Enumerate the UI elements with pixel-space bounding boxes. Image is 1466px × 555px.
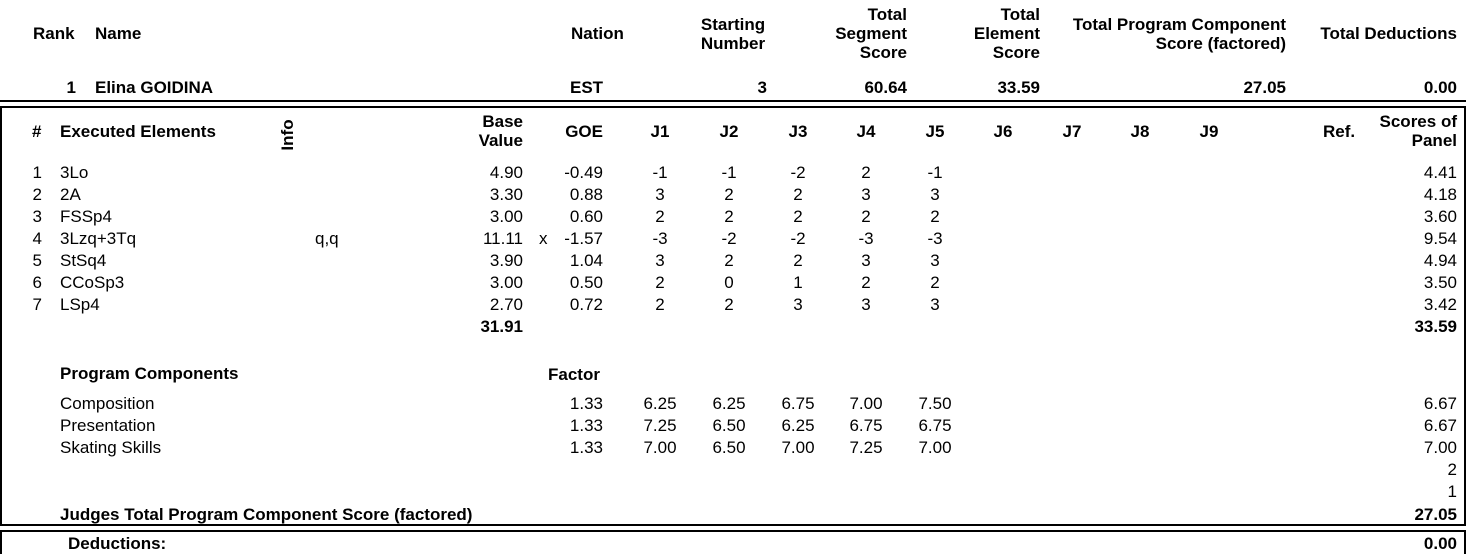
component-judge-1-score: 7.00 <box>643 438 677 457</box>
component-judge-3-score: 6.25 <box>781 416 815 435</box>
total-deductions-header: Total Deductions <box>1320 24 1457 43</box>
judge-4-header: J4 <box>856 122 876 141</box>
scores-of-panel-header: Scores of Panel <box>1379 112 1457 150</box>
element-panel-score: 4.94 <box>1423 251 1457 270</box>
element-judge-1-score: 2 <box>655 207 665 226</box>
element-goe: -1.57 <box>564 229 603 248</box>
element-judge-1-score: 2 <box>655 273 665 292</box>
component-judge-5-score: 7.00 <box>918 438 952 457</box>
element-goe: 1.04 <box>569 251 603 270</box>
starting-number-value: 3 <box>757 78 767 97</box>
element-judge-2-score: -2 <box>721 229 737 248</box>
total-segment-score-header: Total Segment Score <box>835 5 907 62</box>
element-panel-score: 3.60 <box>1423 207 1457 226</box>
element-number: 6 <box>32 273 42 292</box>
component-judge-3-score: 6.75 <box>781 394 815 413</box>
element-judge-3-score: 3 <box>793 295 803 314</box>
total-element-score-header: Total Element Score <box>973 5 1040 62</box>
component-judge-4-score: 7.00 <box>849 394 883 413</box>
rank-value: 1 <box>66 78 76 97</box>
elements-top-rule <box>0 106 1466 108</box>
component-judge-2-score: 6.50 <box>712 416 746 435</box>
element-info: q,q <box>315 229 339 248</box>
element-judge-3-score: 2 <box>793 251 803 270</box>
element-judge-5-score: 3 <box>930 295 940 314</box>
element-goe: 0.60 <box>569 207 603 226</box>
component-name: Presentation <box>60 416 156 435</box>
element-judge-3-score: 1 <box>793 273 803 292</box>
element-goe: -0.49 <box>564 163 603 182</box>
element-name: LSp4 <box>60 295 100 314</box>
skater-name: Elina GOIDINA <box>95 78 214 97</box>
element-number: 1 <box>32 163 42 182</box>
element-judge-3-score: -2 <box>790 163 806 182</box>
element-number: 5 <box>32 251 42 270</box>
element-panel-score: 3.42 <box>1423 295 1457 314</box>
summary-bottom-rule <box>0 100 1466 102</box>
element-bonus-marker: x <box>539 229 548 248</box>
element-judge-4-score: 3 <box>861 185 871 204</box>
name-header: Name <box>95 24 142 43</box>
element-base-value: 4.90 <box>489 163 523 182</box>
element-number: 4 <box>32 229 42 248</box>
ref-header: Ref. <box>1323 122 1356 141</box>
element-base-value: 2.70 <box>489 295 523 314</box>
component-judge-1-score: 7.25 <box>643 416 677 435</box>
program-components-title: Program Components <box>60 364 239 383</box>
total-pcs-header: Total Program Component Score (factored) <box>1072 15 1286 53</box>
element-name: CCoSp3 <box>60 273 125 292</box>
element-base-value: 3.00 <box>489 273 523 292</box>
total-segment-score-value: 60.64 <box>864 78 907 97</box>
deductions-left-rule <box>0 530 2 554</box>
component-factor: 1.33 <box>569 438 603 457</box>
component-name: Skating Skills <box>60 438 162 457</box>
total-deductions-value: 0.00 <box>1423 78 1457 97</box>
element-panel-score: 3.50 <box>1423 273 1457 292</box>
element-judge-4-score: 2 <box>861 273 871 292</box>
element-panel-score: 4.18 <box>1423 185 1457 204</box>
base-value-header: Base Value <box>478 112 523 150</box>
element-name: StSq4 <box>60 251 107 270</box>
component-factor: 1.33 <box>569 394 603 413</box>
total-element-score-value: 33.59 <box>997 78 1040 97</box>
component-name: Composition <box>60 394 155 413</box>
element-panel-score: 9.54 <box>1423 229 1457 248</box>
element-judge-3-score: -2 <box>790 229 806 248</box>
element-number: 3 <box>32 207 42 226</box>
judge-1-header: J1 <box>650 122 670 141</box>
element-name: FSSp4 <box>60 207 112 226</box>
element-number-header: # <box>32 122 42 141</box>
element-base-value: 3.90 <box>489 251 523 270</box>
judge-9-header: J9 <box>1199 122 1219 141</box>
elements-left-rule <box>0 106 2 526</box>
component-factor: 1.33 <box>569 416 603 435</box>
element-number: 7 <box>32 295 42 314</box>
deductions-top-rule <box>0 530 1466 532</box>
element-judge-3-score: 2 <box>793 185 803 204</box>
element-judge-1-score: 3 <box>655 251 665 270</box>
executed-elements-header: Executed Elements <box>60 122 216 141</box>
judge-6-header: J6 <box>993 122 1013 141</box>
judges-total-pcs-label: Judges Total Program Component Score (factored) <box>60 505 473 524</box>
component-judge-4-score: 6.75 <box>849 416 883 435</box>
extra-value-1: 2 <box>1447 460 1457 479</box>
factor-header: Factor <box>548 365 600 384</box>
element-judge-5-score: -1 <box>927 163 943 182</box>
element-goe: 0.72 <box>569 295 603 314</box>
base-value-total: 31.91 <box>480 317 523 336</box>
element-judge-2-score: 0 <box>724 273 734 292</box>
deductions-label: Deductions: <box>68 534 167 553</box>
element-goe: 0.88 <box>569 185 603 204</box>
goe-header: GOE <box>565 122 603 141</box>
rank-header: Rank <box>33 24 75 43</box>
component-judge-5-score: 6.75 <box>918 416 952 435</box>
element-judge-2-score: 2 <box>724 251 734 270</box>
element-name: 2A <box>60 185 81 204</box>
extra-value-2: 1 <box>1447 482 1457 501</box>
panel-score-total: 33.59 <box>1414 317 1457 336</box>
starting-number-header: Starting Number <box>700 15 766 53</box>
judge-5-header: J5 <box>925 122 945 141</box>
nation-header: Nation <box>571 24 624 43</box>
component-judge-2-score: 6.25 <box>712 394 746 413</box>
judges-total-pcs-value: 27.05 <box>1414 505 1457 524</box>
component-panel-score: 6.67 <box>1423 416 1457 435</box>
element-judge-5-score: 2 <box>930 273 940 292</box>
element-judge-4-score: 3 <box>861 251 871 270</box>
element-judge-1-score: -1 <box>652 163 668 182</box>
info-header: Info <box>278 119 297 151</box>
element-judge-3-score: 2 <box>793 207 803 226</box>
total-pcs-value: 27.05 <box>1243 78 1286 97</box>
nation-value: EST <box>570 78 604 97</box>
element-judge-4-score: 2 <box>861 207 871 226</box>
component-judge-3-score: 7.00 <box>781 438 815 457</box>
element-judge-1-score: -3 <box>652 229 668 248</box>
judge-8-header: J8 <box>1130 122 1150 141</box>
element-judge-2-score: -1 <box>721 163 737 182</box>
element-number: 2 <box>32 185 42 204</box>
element-base-value: 11.11 <box>482 229 523 248</box>
element-name: 3Lzq+3Tq <box>60 229 137 248</box>
element-judge-1-score: 3 <box>655 185 665 204</box>
element-panel-score: 4.41 <box>1423 163 1457 182</box>
component-judge-4-score: 7.25 <box>849 438 883 457</box>
element-judge-1-score: 2 <box>655 295 665 314</box>
element-judge-2-score: 2 <box>724 295 734 314</box>
component-judge-5-score: 7.50 <box>918 394 952 413</box>
element-judge-2-score: 2 <box>724 207 734 226</box>
element-judge-5-score: -3 <box>927 229 943 248</box>
judge-7-header: J7 <box>1062 122 1082 141</box>
component-panel-score: 7.00 <box>1423 438 1457 457</box>
element-base-value: 3.00 <box>489 207 523 226</box>
element-judge-4-score: -3 <box>858 229 874 248</box>
deductions-value: 0.00 <box>1423 534 1457 553</box>
element-judge-2-score: 2 <box>724 185 734 204</box>
element-judge-5-score: 3 <box>930 185 940 204</box>
component-judge-1-score: 6.25 <box>643 394 677 413</box>
element-judge-5-score: 3 <box>930 251 940 270</box>
element-judge-4-score: 2 <box>861 163 871 182</box>
judge-3-header: J3 <box>788 122 808 141</box>
element-base-value: 3.30 <box>489 185 523 204</box>
element-judge-5-score: 2 <box>930 207 940 226</box>
element-judge-4-score: 3 <box>861 295 871 314</box>
component-panel-score: 6.67 <box>1423 394 1457 413</box>
element-goe: 0.50 <box>569 273 603 292</box>
component-judge-2-score: 6.50 <box>712 438 746 457</box>
judge-2-header: J2 <box>719 122 739 141</box>
element-name: 3Lo <box>60 163 89 182</box>
